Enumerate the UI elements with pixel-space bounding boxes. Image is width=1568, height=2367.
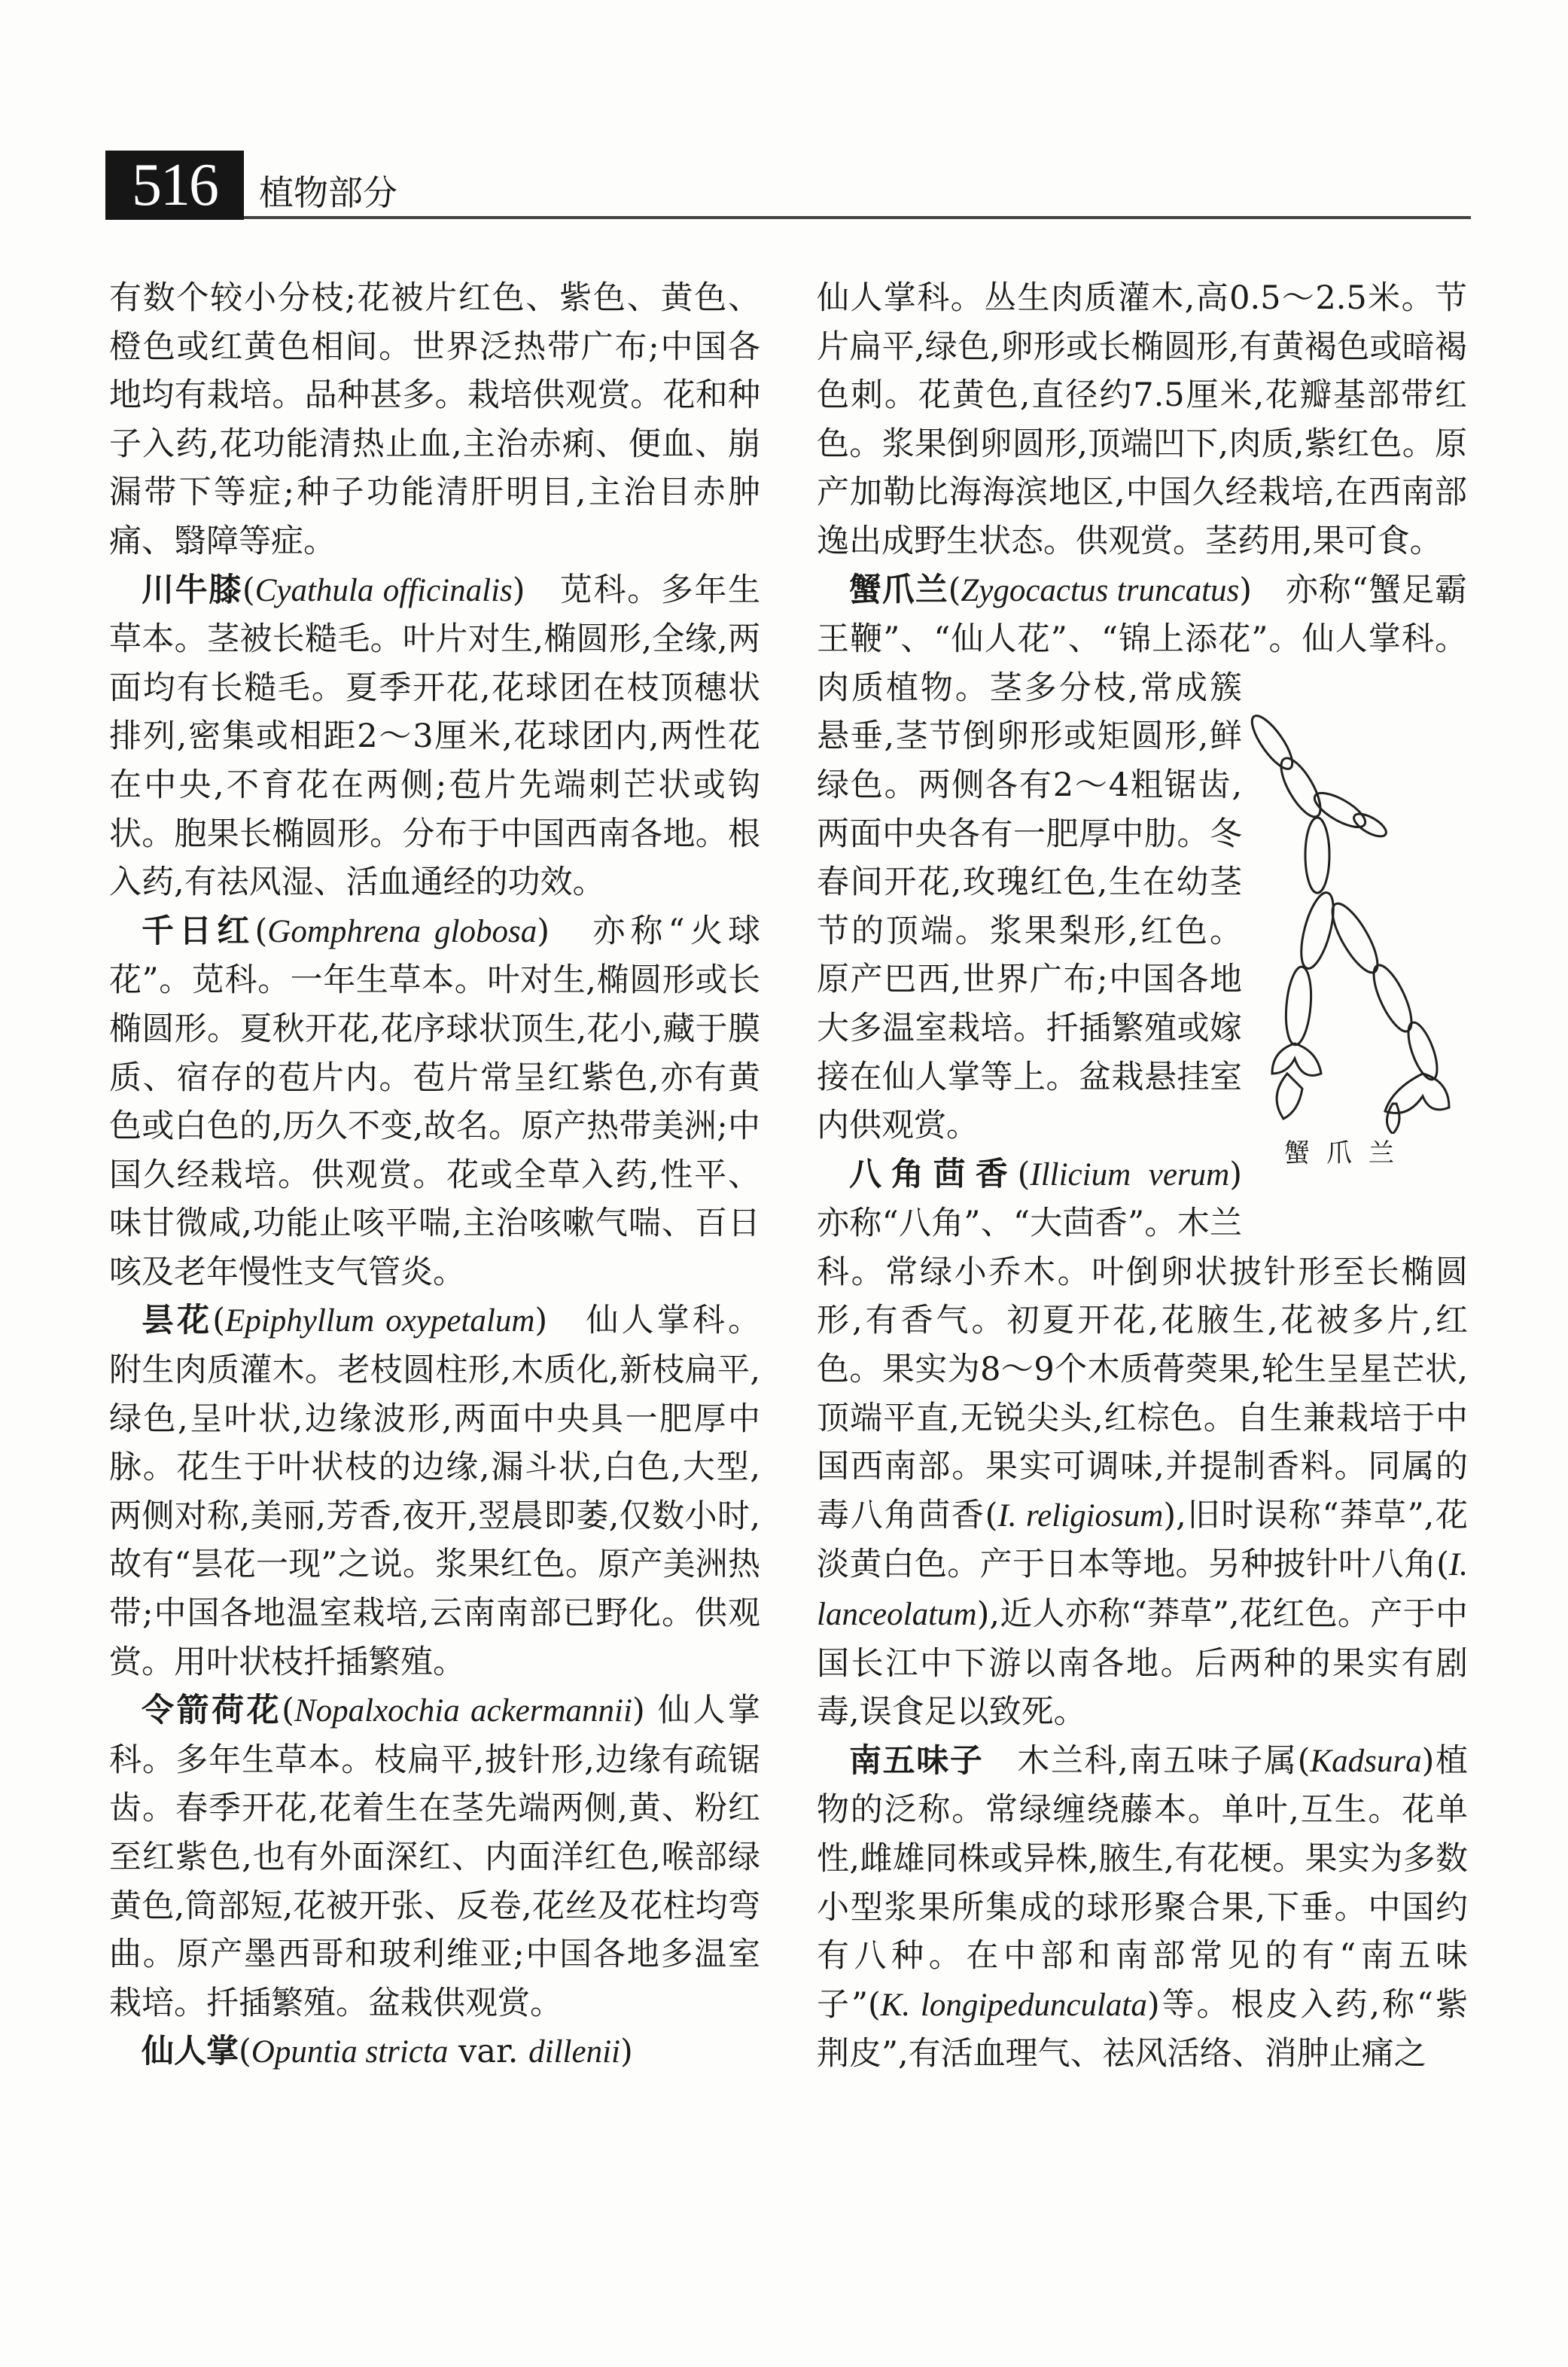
entry-text: ),近人亦称“莽草”,花红色。产于中国长江中下游以南各地。后两种的果实有剧毒,误食足以致死。	[817, 1595, 1468, 1732]
continued-paragraph	[109, 274, 760, 566]
entry-text: )等。根皮入药,称“紫荆皮”,有活血理气、祛风活络、消肿止痛之	[817, 1985, 1469, 2073]
entry-text: (	[282, 1692, 294, 1730]
entry-term: 昙花	[142, 1302, 213, 1340]
latin-name: Nopalxochia ackermannii	[294, 1693, 632, 1729]
continued-paragraph	[817, 274, 1468, 566]
entry-text: ) 亦称“蟹足霸王鞭”、“仙人花”、“锦上添花”。仙人掌科。肉质植物。茎多分枝,常成簇悬垂,茎节倒卵形或矩圆形,鲜绿色。两侧各有2～4粗锯齿,两面中央各有一肥厚中肋。冬春间开花,玫瑰红色,生在幼茎节的顶端。浆果梨形,红色。原产巴西,世界广布;中国各地大多温室栽培。扦插繁殖或嫁接在仙人掌等上。盆栽悬挂室内供观赏。	[817, 571, 1467, 1145]
entry-text: 木兰科,南五味子属(	[983, 1741, 1311, 1780]
entry-text: ) 亦称“八角”、“大茴香”。木兰科。常绿小乔木。叶倒卵状披针形至长椭圆形,有香气。初夏开花,花腋生,花被多片,红色。果实为8～9个木质蓇葖果,轮生呈星芒状,顶端平直,无锐尖头,红棕色。自生兼栽培于中国西南部。果实可调味,并提制香料。同属的毒八角茴香(	[817, 1155, 1468, 1534]
right-column	[817, 274, 1468, 2079]
entry-text: (	[242, 571, 255, 609]
entry-text: (	[254, 912, 268, 950]
entry-paragraph	[109, 1686, 760, 2027]
entry-text: ) 仙人掌科。附生肉质灌木。老枝圆柱形,木质化,新枝扁平,绿色,呈叶状,边缘波形,两面中央具一肥厚中脉。花生于叶状枝的边缘,漏斗状,白色,大型,两侧对称,美丽,芳香,夜开,翌晨即萎,仅数小时,故有“昙花一现”之说。浆果红色。原产美洲热带;中国各地温室栽培,云南南部已野化。供观赏。用叶状枝扦插繁殖。	[109, 1302, 761, 1681]
entry-text: ) 苋科。多年生草本。茎被长糙毛。叶片对生,椭圆形,全缘,两面均有长糙毛。夏季开花,花球团在枝顶穗状排列,密集或相距2～3厘米,花球团内,两性花在中央,不育花在两侧;苞片先端刺芒状或钩状。胞果长椭圆形。分布于中国西南各地。根入药,有祛风湿、活血通经的功效。	[109, 571, 761, 902]
latin-name: Opuntia stricta	[251, 2034, 449, 2070]
entry-text: (	[1017, 1155, 1031, 1193]
entry-text: 有数个较小分枝;花被片红色、紫色、黄色、橙色或红黄色相间。世界泛热带广布;中国各地均有栽培。品种甚多。栽培供观赏。花和种子入药,花功能清热止血,主治赤痢、便血、崩漏带下等症;种子功能清肝明目,主治目赤肿痛、翳障等症。	[109, 279, 760, 560]
entry-text: )植物的泛称。常绿缠绕藤本。单叶,互生。花单性,雌雄同株或异株,腋生,有花梗。果实为多数小型浆果所集成的球形聚合果,下垂。中国约有八种。在中部和南部常见的有“南五味子”(	[817, 1741, 1468, 2024]
section-title: 植物部分	[259, 172, 397, 213]
entry-text: ) 仙人掌科。多年生草本。枝扁平,披针形,边缘有疏锯齿。春季开花,花着生在茎先端两侧,黄、粉红至红紫色,也有外面深红、内面洋红色,喉部绿黄色,筒部短,花被开张、反卷,花丝及花柱均弯曲。原产墨西哥和玻利维亚;中国各地多温室栽培。扦插繁殖。盆栽供观赏。	[109, 1692, 761, 2022]
latin-name: K. longipedunculata	[880, 1987, 1147, 2023]
entry-paragraph	[109, 566, 760, 907]
latin-name: I. religiosum	[997, 1497, 1164, 1534]
latin-name: Epiphyllum oxypetalum	[225, 1303, 535, 1339]
header-divider	[244, 216, 1471, 219]
entry-text: ) 亦称“火球花”。苋科。一年生草本。叶对生,椭圆形或长椭圆形。夏秋开花,花序球状顶生,花小,藏于膜质、宿存的苞片内。苞片常呈红紫色,亦有黄色或白色的,历久不变,故名。原产热带美洲;中国久经栽培。供观赏。花或全草入药,性平、味甘微咸,功能止咳平喘,主治咳嗽气喘、百日咳及老年慢性支气管炎。	[109, 912, 761, 1291]
entry-term: 仙人掌	[142, 2033, 239, 2071]
latin-name: I. lanceolatum	[817, 1547, 1468, 1633]
entry-text: (	[239, 2033, 251, 2071]
left-column	[109, 274, 760, 2077]
entry-paragraph	[109, 907, 760, 1297]
figure-caption: 蟹爪兰	[1284, 1138, 1411, 1168]
latin-name: Gomphrena globosa	[267, 913, 537, 949]
latin-name: Illicium verum	[1030, 1156, 1230, 1193]
float-spacer	[1467, 274, 1468, 712]
entry-term: 八角茴香	[849, 1155, 1018, 1193]
entry-text: (	[212, 1302, 226, 1340]
entry-term: 蟹爪兰	[849, 571, 948, 609]
latin-name: Zygocactus truncatus	[961, 572, 1240, 608]
entry-text: 仙人掌科。丛生肉质灌木,高0.5～2.5米。节片扁平,绿色,卵形或长椭圆形,有黄褐色或暗褐色刺。花黄色,直径约7.5厘米,花瓣基部带红色。浆果倒卵圆形,顶端凹下,肉质,紫红色。原产加勒比海海滨地区,中国久经栽培,在西南部逸出成野生状态。供观赏。茎药用,果可食。	[817, 279, 1467, 560]
entry-term: 川牛膝	[142, 571, 242, 609]
page-number: 516	[105, 151, 244, 220]
latin-name: dillenii	[528, 2034, 620, 2070]
entry-paragraph	[817, 1737, 1468, 2079]
entry-paragraph	[817, 1150, 1468, 1737]
entry-paragraph	[109, 2027, 760, 2077]
entry-text: ),旧时误称“莽草”,花淡黄白色。产于日本等地。另种披针叶八角(	[817, 1496, 1468, 1584]
illustration-zygocactus	[1242, 712, 1468, 1200]
entry-term: 千日红	[142, 912, 255, 950]
entry-paragraph	[109, 1296, 760, 1686]
entry-term: 南五味子	[849, 1741, 984, 1780]
entry-text: )	[620, 2033, 633, 2071]
latin-name: Cyathula officinalis	[254, 572, 513, 608]
latin-name: Kadsura	[1310, 1743, 1422, 1779]
entry-term: 令箭荷花	[142, 1692, 282, 1730]
crab-cactus-drawing	[1242, 712, 1468, 1134]
entry-text: (	[948, 571, 961, 609]
entry-text: var.	[448, 2033, 529, 2071]
